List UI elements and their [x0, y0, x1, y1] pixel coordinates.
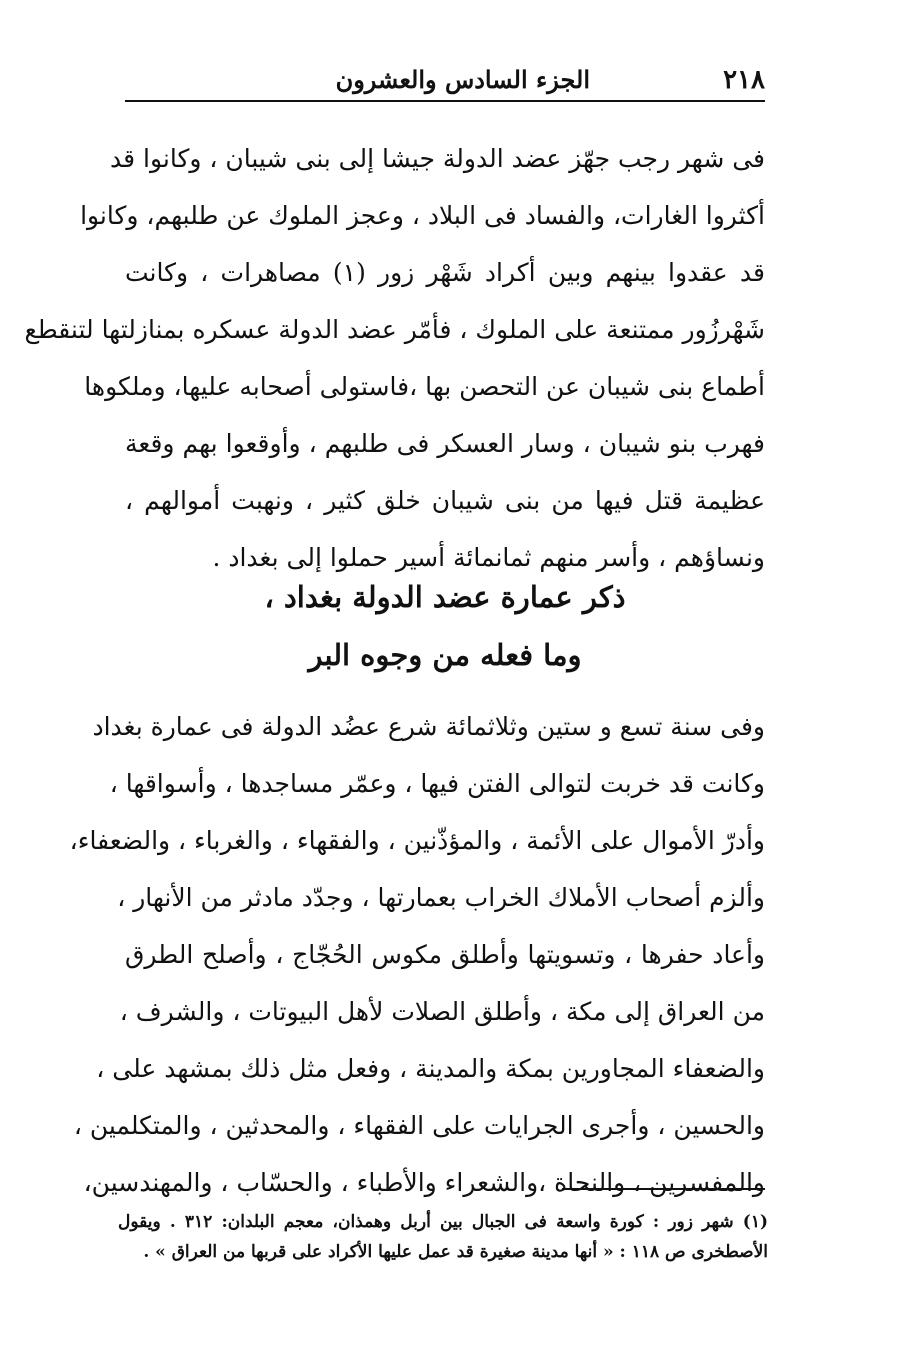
- text-line: فهرب بنو شيبان ، وسار العسكر فى طلبهم ، وأوقعوا بهم وقعة: [125, 429, 765, 458]
- section-subheading: وما فعله من وجوه البر: [308, 638, 582, 672]
- footnote: [118, 1207, 768, 1267]
- page-number: ٢١٨: [723, 65, 765, 95]
- text-line: من العراق إلى مكة ، وأطلق الصلات لأهل البيوتات ، والشرف ،: [119, 997, 765, 1026]
- text-line: فى شهر رجب جهّز عضد الدولة جيشا إلى بنى شيبان ، وكانوا قد: [110, 144, 765, 173]
- text-line: والضعفاء المجاورين بمكة والمدينة ، وفعل مثل ذلك بمشهد على ،: [96, 1054, 765, 1083]
- text-line: وأدرّ الأموال على الأئمة ، والمؤذّنين ، والفقهاء ، والغرباء ، والضعفاء،: [69, 826, 765, 855]
- text-line: ونساؤهم ، وأسر منهم ثمانمائة أسير حملوا إلى بغداد .: [212, 543, 765, 572]
- text-line: وألزم أصحاب الأملاك الخراب بعمارتها ، وجدّد مادثر من الأنهار ،: [117, 883, 765, 912]
- text-line: وأعاد حفرها ، وتسويتها وأطلق مكوس الحُجّاج ، وأصلح الطرق: [125, 940, 765, 969]
- paragraph-1: [24, 130, 765, 586]
- running-title: الجزء السادس والعشرون: [335, 65, 590, 94]
- text-line: أكثروا الغارات، والفساد فى البلاد ، وعجز الملوك عن طلبهم، وكانوا: [80, 201, 765, 230]
- text-line: أطماع بنى شيبان عن التحصن بها ،فاستولى أصحابه عليها، وملكوها: [84, 372, 765, 401]
- text-line: قد عقدوا بينهم وبين أكراد شَهْر زور (١) مصاهرات ، وكانت: [125, 258, 765, 287]
- text-line: وفى سنة تسع و ستين وثلاثمائة شرع عضُد الدولة فى عمارة بغداد: [92, 712, 765, 741]
- text-line: وكانت قد خربت لتوالى الفتن فيها ، وعمّر مساجدها ، وأسواقها ،: [109, 769, 765, 798]
- footnote-line: (١) شهر زور : كورة واسعة فى الجبال بين أربل وهمذان، معجم البلدان: ٣١٢ . ويقول: [118, 1212, 768, 1232]
- page-header: [125, 62, 765, 98]
- text-line: عظيمة قتل فيها من بنى شيبان خلق كثير ، ونهبت أموالهم ،: [125, 486, 765, 515]
- text-line: والحسين ، وأجرى الجرايات على الفقهاء ، والمحدثين ، والمتكلمين ،: [73, 1111, 765, 1140]
- text-line: والمفسرين ، والنحاة ،والشعراء والأطباء ، والحسّاب ، والمهندسين،: [83, 1168, 765, 1197]
- section-heading: ذكر عمارة عضد الدولة بغداد ،: [264, 580, 626, 614]
- footnote-line: الأصطخرى ص ١١٨ : « أنها مدينة صغيرة قد عمل عليها الأكراد على قربها من العراق » .: [143, 1242, 768, 1262]
- footnote-rule: [562, 1188, 765, 1190]
- paragraph-2: [69, 698, 765, 1211]
- text-line: شَهْرزُور ممتنعة على الملوك ، فأمّر عضد الدولة عسكره بمنازلتها لتنقطع: [24, 315, 765, 344]
- header-rule: [125, 100, 765, 102]
